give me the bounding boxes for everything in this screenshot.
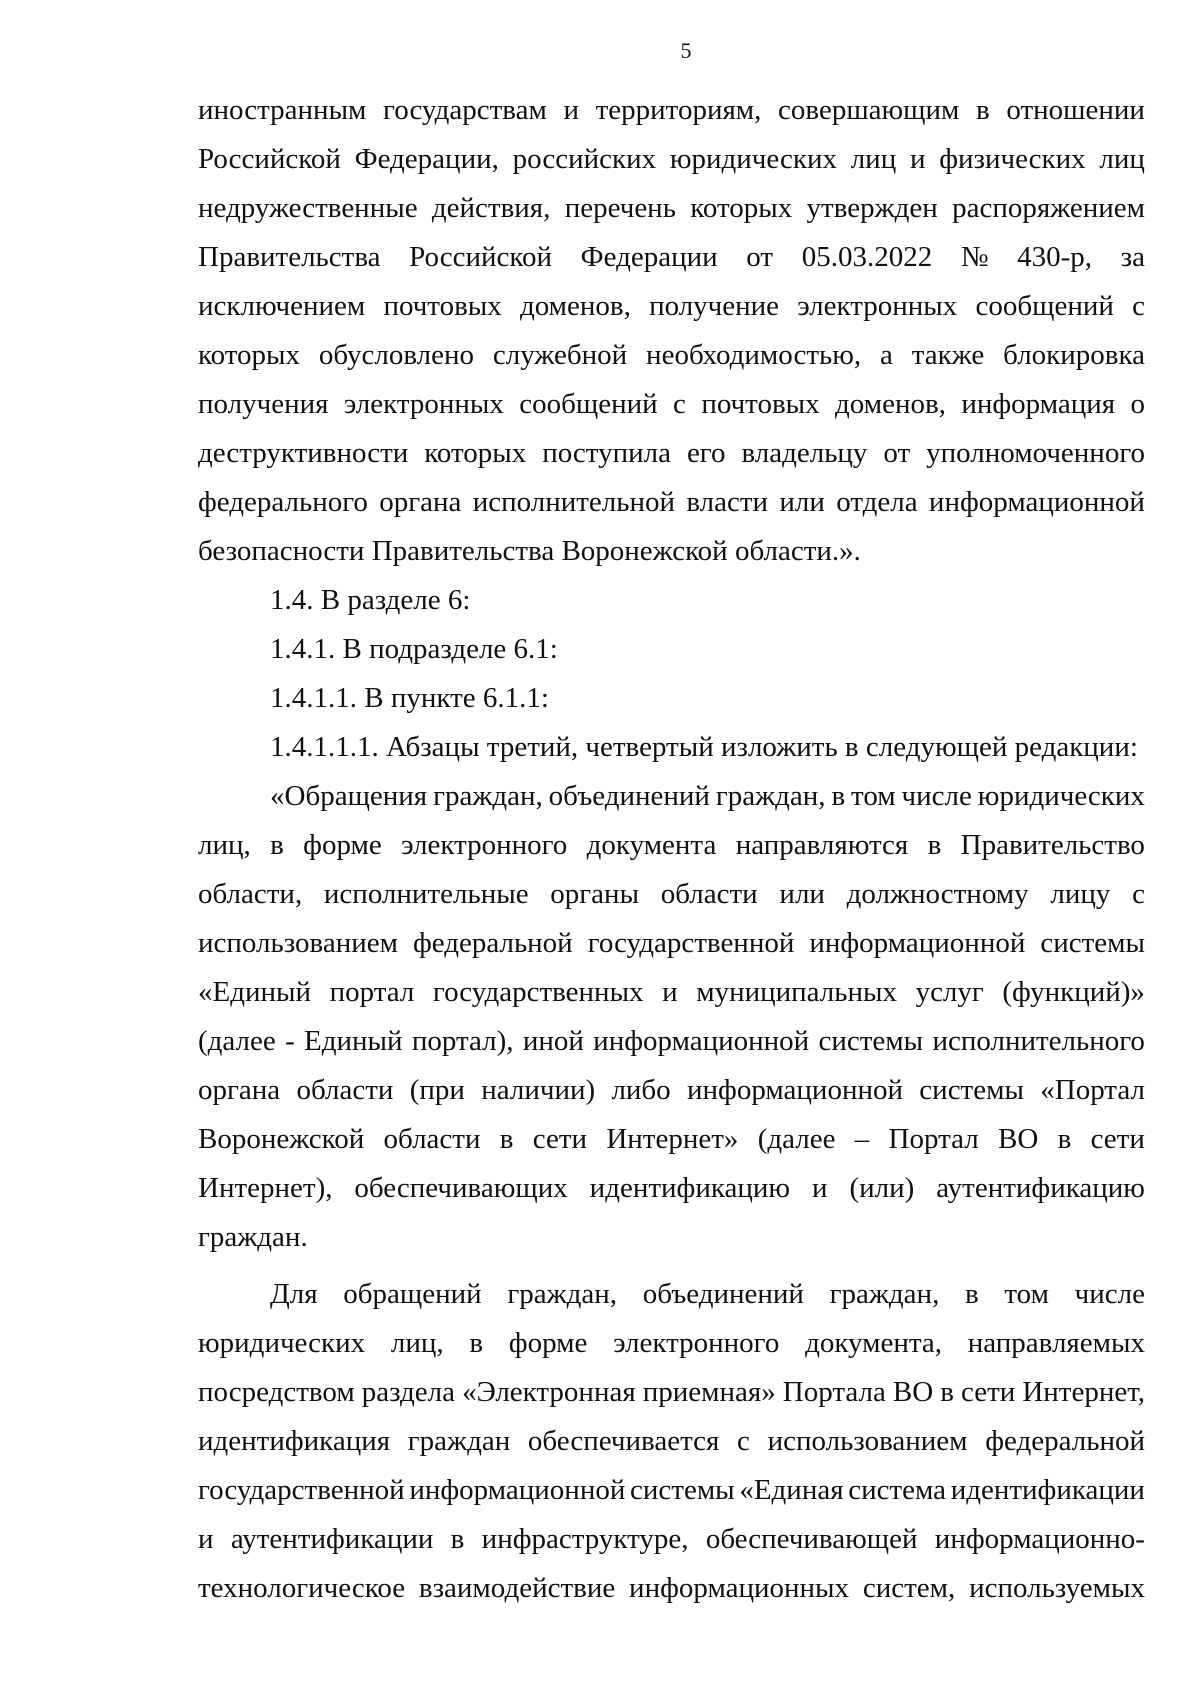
text-line: органа области (при наличии) либо информационной системы «Портал (198, 1074, 1145, 1106)
page-number (0, 38, 1200, 64)
text-line: идентификация граждан обеспечивается с использованием федеральной (198, 1425, 1145, 1457)
text-line: деструктивности которых поступила его владельцу от уполномоченного (198, 437, 1145, 469)
subsection-heading: 1.4.1. В подразделе 6.1: (270, 633, 558, 665)
text-line: юридических лиц, в форме электронного документа, направляемых (198, 1327, 1145, 1359)
text-line: Правительства Российской Федерации от 05.03.2022 № 430-р, за (198, 241, 1145, 273)
page-number-text: 5 (680, 38, 692, 63)
paragraph-start: Для обращений граждан, объединений граждан, в том числе (270, 1278, 1145, 1310)
text-line: государственной информационной системы «Единая система идентификации (198, 1474, 1145, 1506)
clause-heading: 1.4.1.1. В пункте 6.1.1: (270, 682, 549, 714)
text-line: которых обусловлено служебной необходимостью, а также блокировка (198, 339, 1145, 371)
text-line: и аутентификации в инфраструктуре, обеспечивающей информационно- (198, 1523, 1145, 1555)
text-line: Воронежской области в сети Интернет» (далее – Портал ВО в сети (198, 1123, 1145, 1155)
text-line: недружественные действия, перечень которых утвержден распоряжением (198, 192, 1145, 224)
text-line: граждан. (198, 1221, 308, 1253)
text-line: безопасности Правительства Воронежской области.». (198, 535, 861, 567)
text-line: лиц, в форме электронного документа направляются в Правительство (198, 829, 1145, 861)
text-line: (далее - Единый портал), иной информационной системы исполнительного (198, 1025, 1145, 1057)
text-line: исключением почтовых доменов, получение электронных сообщений с (198, 290, 1145, 322)
text-line: «Единый портал государственных и муниципальных услуг (функций)» (198, 976, 1145, 1008)
section-heading: 1.4. В разделе 6: (270, 584, 471, 616)
text-line: получения электронных сообщений с почтовых доменов, информация о (198, 388, 1145, 420)
text-line: Российской Федерации, российских юридических лиц и физических лиц (198, 143, 1145, 175)
subclause-heading: 1.4.1.1.1. Абзацы третий, четвертый изложить в следующей редакции: (270, 731, 1138, 763)
quoted-paragraph-start: «Обращения граждан, объединений граждан, в том числе юридических (270, 780, 1145, 812)
text-line: иностранным государствам и территориям, совершающим в отношении (198, 94, 1145, 126)
document-body (198, 86, 1145, 1613)
text-line: технологическое взаимодействие информационных систем, используемых (198, 1572, 1145, 1604)
text-line: посредством раздела «Электронная приемная» Портала ВО в сети Интернет, (198, 1376, 1145, 1408)
text-line: использованием федеральной государственной информационной системы (198, 927, 1145, 959)
text-line: федерального органа исполнительной власти или отдела информационной (198, 486, 1145, 518)
text-line: Интернет), обеспечивающих идентификацию и (или) аутентификацию (198, 1172, 1145, 1204)
text-line: области, исполнительные органы области или должностному лицу с (198, 878, 1145, 910)
